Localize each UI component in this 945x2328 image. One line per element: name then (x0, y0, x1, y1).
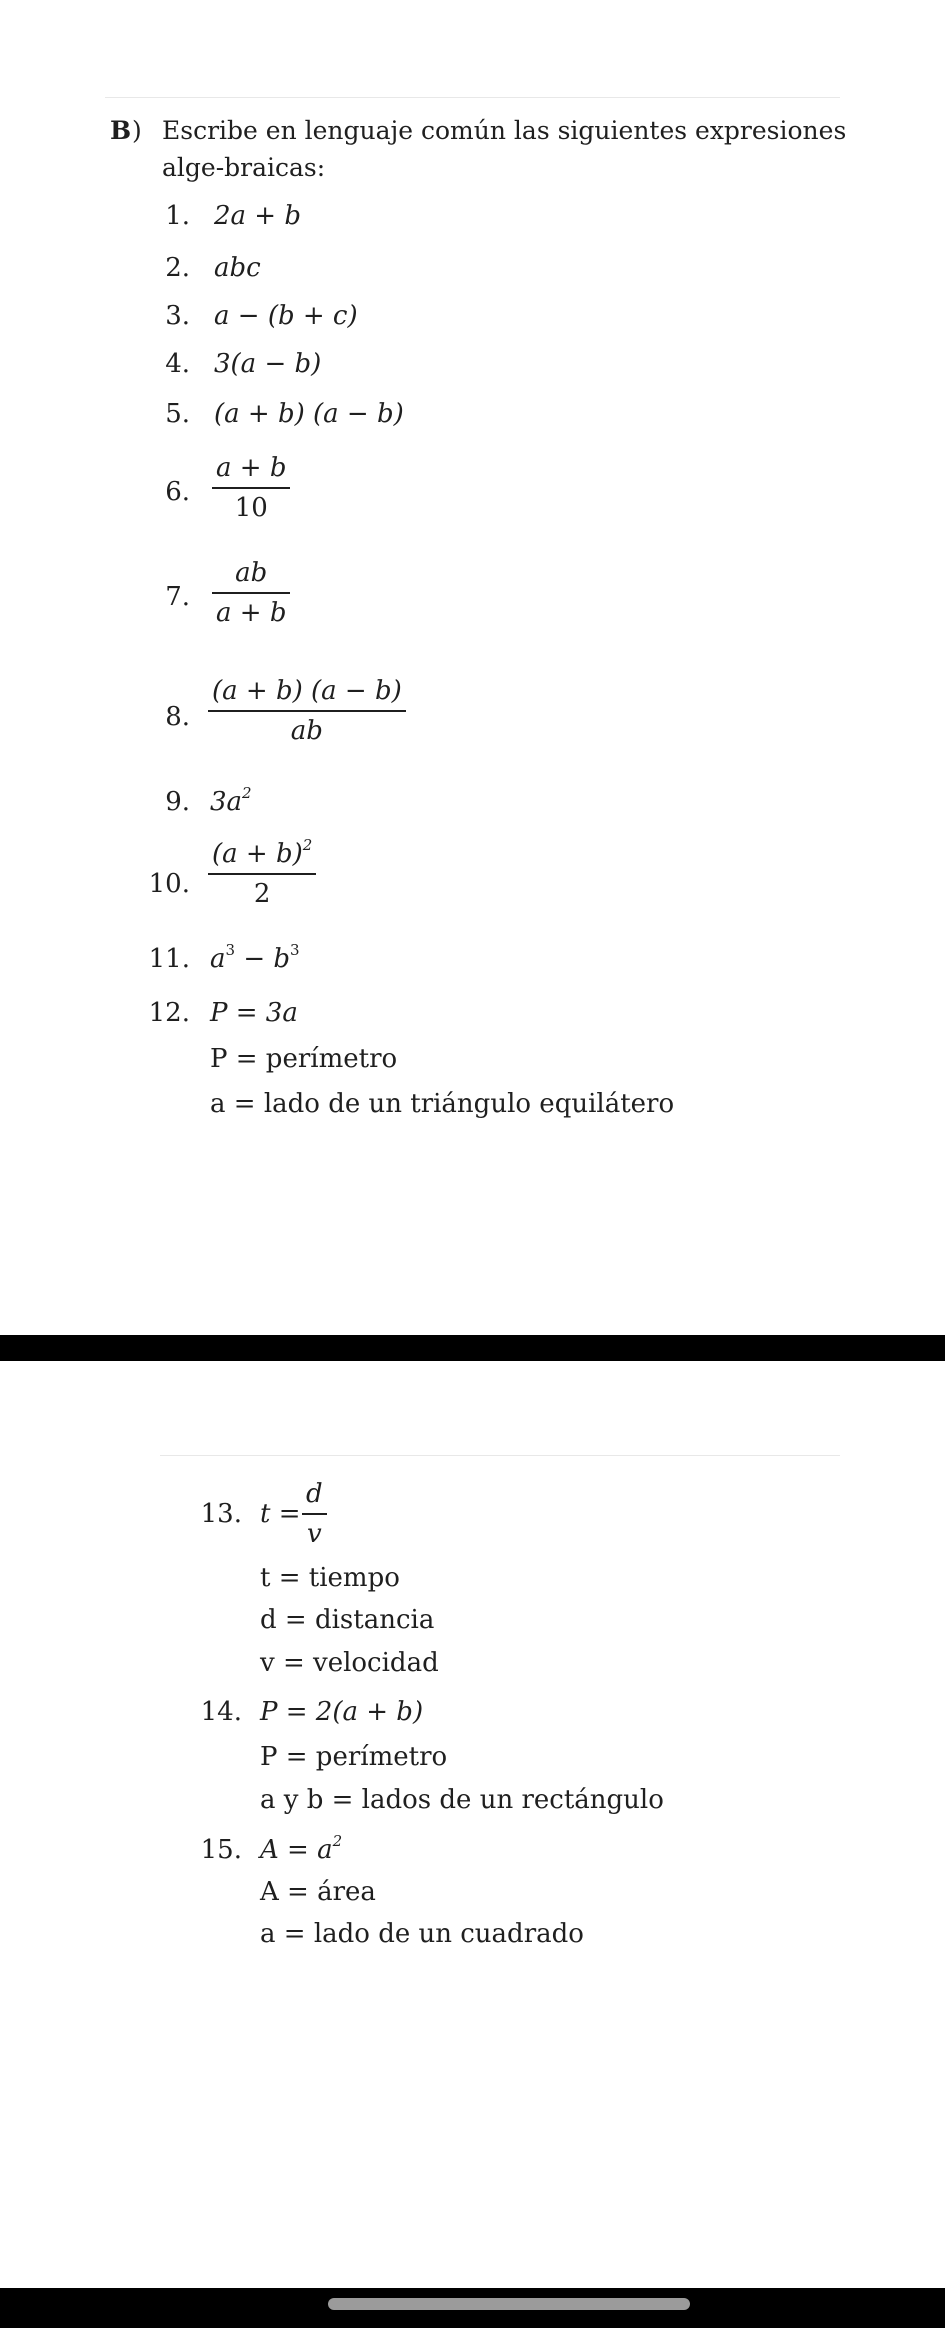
home-indicator[interactable] (328, 2298, 690, 2310)
section-letter: B (110, 116, 132, 145)
item-expression: P = 3a (210, 998, 298, 1028)
item-expression: 2a + b (214, 201, 302, 231)
numerator: d (306, 1479, 323, 1509)
fraction-bar (212, 487, 290, 489)
item-13-def-3: v = velocidad (260, 1648, 439, 1678)
item-15-def-2: a = lado de un cuadrado (260, 1919, 584, 1949)
item-number: 5. (165, 399, 190, 429)
page-separator (0, 1335, 945, 1361)
item-expression: abc (214, 253, 261, 283)
denominator: ab (290, 716, 323, 746)
item-12-def-2: a = lado de un triángulo equilátero (210, 1089, 675, 1119)
item-number: 15. (200, 1835, 242, 1865)
item-number: 4. (165, 349, 190, 379)
denominator: 10 (234, 493, 268, 523)
item-number: 11. (148, 944, 190, 974)
operator: − (243, 944, 266, 974)
fraction (208, 838, 316, 910)
item-number: 7. (165, 582, 190, 612)
item-expression: a − (b + c) (214, 301, 358, 331)
fraction (212, 452, 290, 524)
fraction (212, 557, 290, 629)
item-12-def-1: P = perímetro (210, 1044, 398, 1074)
numerator: a + b (216, 453, 287, 483)
denominator: 2 (253, 879, 271, 909)
base: 3a (210, 787, 243, 817)
item-15-def-1: A = área (260, 1877, 376, 1907)
item-number: 13. (200, 1499, 242, 1529)
item-expression (260, 1834, 342, 1866)
page2-top-rule (160, 1455, 840, 1456)
section-instruction: Escribe en lenguaje común las siguientes expresiones alge-braicas: (162, 116, 847, 182)
item-number: 8. (165, 702, 190, 732)
fraction (208, 675, 406, 747)
exponent-a: 3 (225, 941, 236, 959)
fraction-bar (302, 1513, 327, 1515)
item-number: 10. (148, 869, 190, 899)
numerator-exponent: 2 (302, 836, 313, 854)
exponent: 2 (242, 784, 252, 802)
fraction-bar (208, 873, 316, 875)
base-a: a (210, 944, 226, 974)
numerator-base: (a + b) (212, 839, 303, 869)
fraction (302, 1478, 327, 1550)
exponent-b: 3 (290, 941, 300, 959)
item-number: 6. (165, 477, 190, 507)
item-expression: P = 2(a + b) (260, 1697, 424, 1727)
top-rule (105, 97, 840, 98)
item-number: 9. (165, 787, 190, 817)
item-number: 2. (165, 253, 190, 283)
item-expression: 3(a − b) (214, 349, 322, 379)
item-expression (210, 786, 252, 818)
item-13-def-2: d = distancia (260, 1605, 435, 1635)
expression-base: A = a (260, 1835, 333, 1865)
item-14-def-1: P = perímetro (260, 1742, 448, 1772)
base-b: b (273, 944, 291, 974)
denominator: a + b (216, 598, 287, 628)
item-expression (210, 943, 300, 975)
item-number: 1. (165, 201, 190, 231)
item-expression-lhs: t = (260, 1499, 301, 1529)
section-paren: ) (132, 116, 142, 145)
denominator: v (306, 1519, 322, 1549)
item-13-def-1: t = tiempo (260, 1563, 400, 1593)
item-number: 14. (200, 1697, 242, 1727)
exponent: 2 (332, 1832, 343, 1850)
item-number: 3. (165, 301, 190, 331)
fraction-bar (208, 710, 406, 712)
numerator (208, 838, 316, 870)
fraction-bar (212, 592, 290, 594)
item-expression: (a + b) (a − b) (214, 399, 404, 429)
numerator: ab (235, 558, 268, 588)
numerator: (a + b) (a − b) (212, 676, 402, 706)
item-number: 12. (148, 998, 190, 1028)
item-14-def-2: a y b = lados de un rectángulo (260, 1785, 664, 1815)
